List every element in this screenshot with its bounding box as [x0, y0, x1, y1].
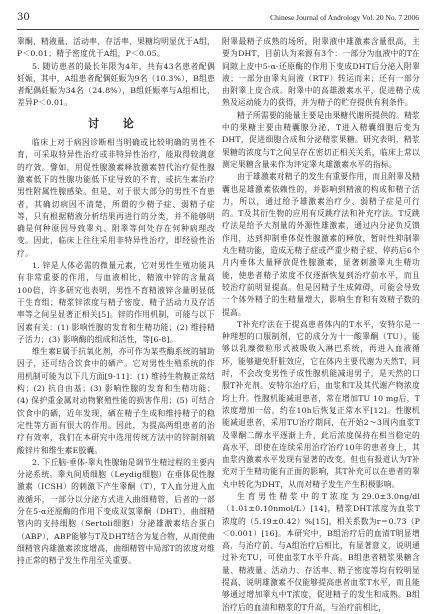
- seminal-testosterone-paragraph: 生育男性精浆中的T浓度为29.0±3.0ng/dl（1.01±0.10nmol/L）[14]，精浆DHT浓度为血浆T浓度的（5.19±0.42）%[15]，相关系数为r＝0.73（P＜0.001）[16]。本研究中，B组治疗后的血清T明显增高，与治疗前、与A组治疗后相比，有显著意义，说明通过补充TU，可使血浆T水平升高。B组患者精浆果糖含量、精液量、活动力、存活率、精子密度等均有较明显提高，说明雄激素不仅能够提高患者血浆T水平，而且能够通过增加睾丸中T浓度，促进精子的发生和成熟。B组治疗后的血清和精浆的T升高，与治疗前相比，: [222, 491, 420, 612]
- header-rule: [17, 29, 419, 30]
- zinc-paragraph: 1. 锌是人体必需的微量元素，它对男性生殖功能具有非常重要的作用，与血液相比，精液中锌的含量高100倍，许多研究也表明，男性不育精液锌含量明显低于生育组；精浆锌浓度与精子密度、精子活动力及存活率等之间呈显著正相关[5]。锌的作用机制，可能与以下因素有关：(1) 影响性腺的发育和生精功能；(2) 维持精子活力；(3) 影响酶的组成和活性，等[6-8]。: [17, 261, 215, 344]
- testosterone-supplement-paragraph: T补充疗法在于提高患者体内的T水平，安特尔是一种理想的口服制剂，它的成分为十一酸睾酮（TU），能够以乳糜微粒形式被吸收入淋巴系统，再进入血液循环，能够避免肝脏效应，它在体内主要代谢为天然T，同时，不会改变男性子成性腺机能减退男子，是天然的口服T补充剂。安特尔治疗后，血浆和T及其代谢产物浓度均上升。性腺机能减退患者，常在增加TU 10 mg后，T浓度增加一倍，约在10h后恢复正常水平[12]。性腺机能减退患者，采用TU治疗期间，在开始2～3周内血浆T及睾酮二醇水平逐渐上升，此后浓度保持在相当稳定的高水平，即使在连续采用治疗治疗10年的患者身上，其血浆内激素水平发现有显著的改变。但也有报道认为T补充对于生精功能有正面的影响，其T补充可以在患者的睾丸中转化为DHT，从而对精子发生产生积极影响。: [222, 319, 420, 489]
- right-column: [222, 36, 420, 614]
- left-column: [17, 36, 215, 567]
- discussion-intro-paragraph: 临床上对于病因诊断相当明确或比较明确的男性不育，可采取特异性治疗或非特异性治疗，能取得较满意的疗效。譬如，用促性腺激素释放激素替代治疗促性腺激素低下的性腺功能低下症导致的不育，或抗生素治疗男性附属性腺感染。但是，对于很大部分的男性不育患者，其确切病因不清楚，所谓的少精子症、弱精子症等，只有根据精液分析结果再进行的分类，并不能够明确是何种原因导致睾丸、附睾等何处存在何种病理改变。因此，临床上往往采用非特异性治疗，即经验性治疗。: [17, 138, 215, 258]
- page-header: [17, 12, 419, 28]
- hpg-axis-paragraph: 2. 下丘脑-垂体-睾丸性腺轴是调节生精过程的主要内分泌系统。睾丸间质细胞（Leydig细胞）在垂体促性腺激素（ICSH）的刺激下产生睾酮（T），T入血分进入血液循环，一部分以分泌方式进入曲细精管，后者的一部分在5-α还原酶的作用下变成双氢睾酮（DHT），曲细精管内的支持细胞（Sertoli细胞）分泌雄激素结合蛋白（ABP），ABP能够与T及DHT结合为复合物，从而使曲细精管内雄激素浓度增高，曲细精管中局部T的浓度对维持正常的精子发生作用至关重要。: [17, 457, 215, 566]
- page-number: 30: [17, 12, 30, 23]
- discussion-heading: 讨 论: [88, 116, 144, 130]
- fructose-paragraph: 精子所需要的能量主要是由果糖代谢所提供的。精浆中的果糖主要由精囊腺分泌，T进入精囊细胞后变为DHT，促进细胞合成和分泌精浆果糖。研究表明，精浆果糖的浓度与T之间呈存在密切正相关关系，临床上常以测定果糖含量来作为评定睾丸雄激素水平的指标。: [222, 110, 420, 169]
- epididymis-paragraph: 附睾最精子成熟的场所，附睾液中雄激素含量很高，主要为DHT，目前认为来源有3个：一部分为血液中的T在间隙上皮中5-α-还原酶的作用下变成DHT后分泌入附睾液；一部分由睾丸间液（RTF）转运而来；还有一部分由附睾上皮合成。附睾中的高雄激素水平，促进精子成熟及运动能力的获得，并为精子的贮存提供有利条件。: [222, 37, 420, 108]
- androgen-therapy-paragraph: 由于雄激素对精子的发生有重要作用，而且附睾及精囊也是雄激素依赖性的，并影响到精液的构成和精子活力，所以，通过给予雄激素治疗少、弱精子症是可行的。T及其衍生物的应用有反跳疗法和补充疗法。T反跳疗法是给予大剂量的外源性雄激素，通过内分泌负反馈作用，达到抑制垂体促性腺激素的释放，暂时性抑制睾丸生精功能，造成无精子症或严重少精子症，停药后6个月内垂体大量释放促性腺激素，显著刺激睾丸生精功能，使患者精子浓度不仅逐渐恢复到治疗前水平，而且较治疗前明显提高。但是因精子生成障碍，可能会导致一个体外精子的生精量增大，影响生育和有效精子数的提高。: [222, 172, 420, 317]
- vitamin-e-paragraph: 维生素E属于抗氧化剂，亦可作为某些酶系统的辅助因子，还可结合饮食中的硒产。它对男性生殖系统的作用机制可能为以下几方面[9-11]：(1) 维持生物膜正常结构；(2) 抗自由基；(3) 影响性腺的发育和生精功能；(4) 保护重金属对动物繁殖性能的损害作用；(5) 可结合饮食中的硒，近年发现，硒在精子生成和维持精子的稳定性等方面有很大的作用。因此，为提高两组患者的治疗有效率，我们在本研究中选用传统方法中的锌制剂硫酸锌片和维生素E胶囊。: [17, 347, 215, 455]
- results-followup-paragraph: 5. 随访患者的最长年限为4年，共有43名患者配偶妊娠，其中，A组患者配偶妊娠为9名（10.3%），B组患者配偶妊娠为34名（24.8%），B组妊娠率与A组相比，差异P＜0.01。: [17, 61, 215, 108]
- journal-reference: Chinese Journal of Andrology Vol. 20 No. 7 2006: [270, 13, 419, 22]
- results-paragraph-continued: 睾酮、精液量、活动率、存活率、果糖均明显优于A组，P＜0.01；精子密度优于A组，P＜0.05。: [17, 37, 215, 59]
